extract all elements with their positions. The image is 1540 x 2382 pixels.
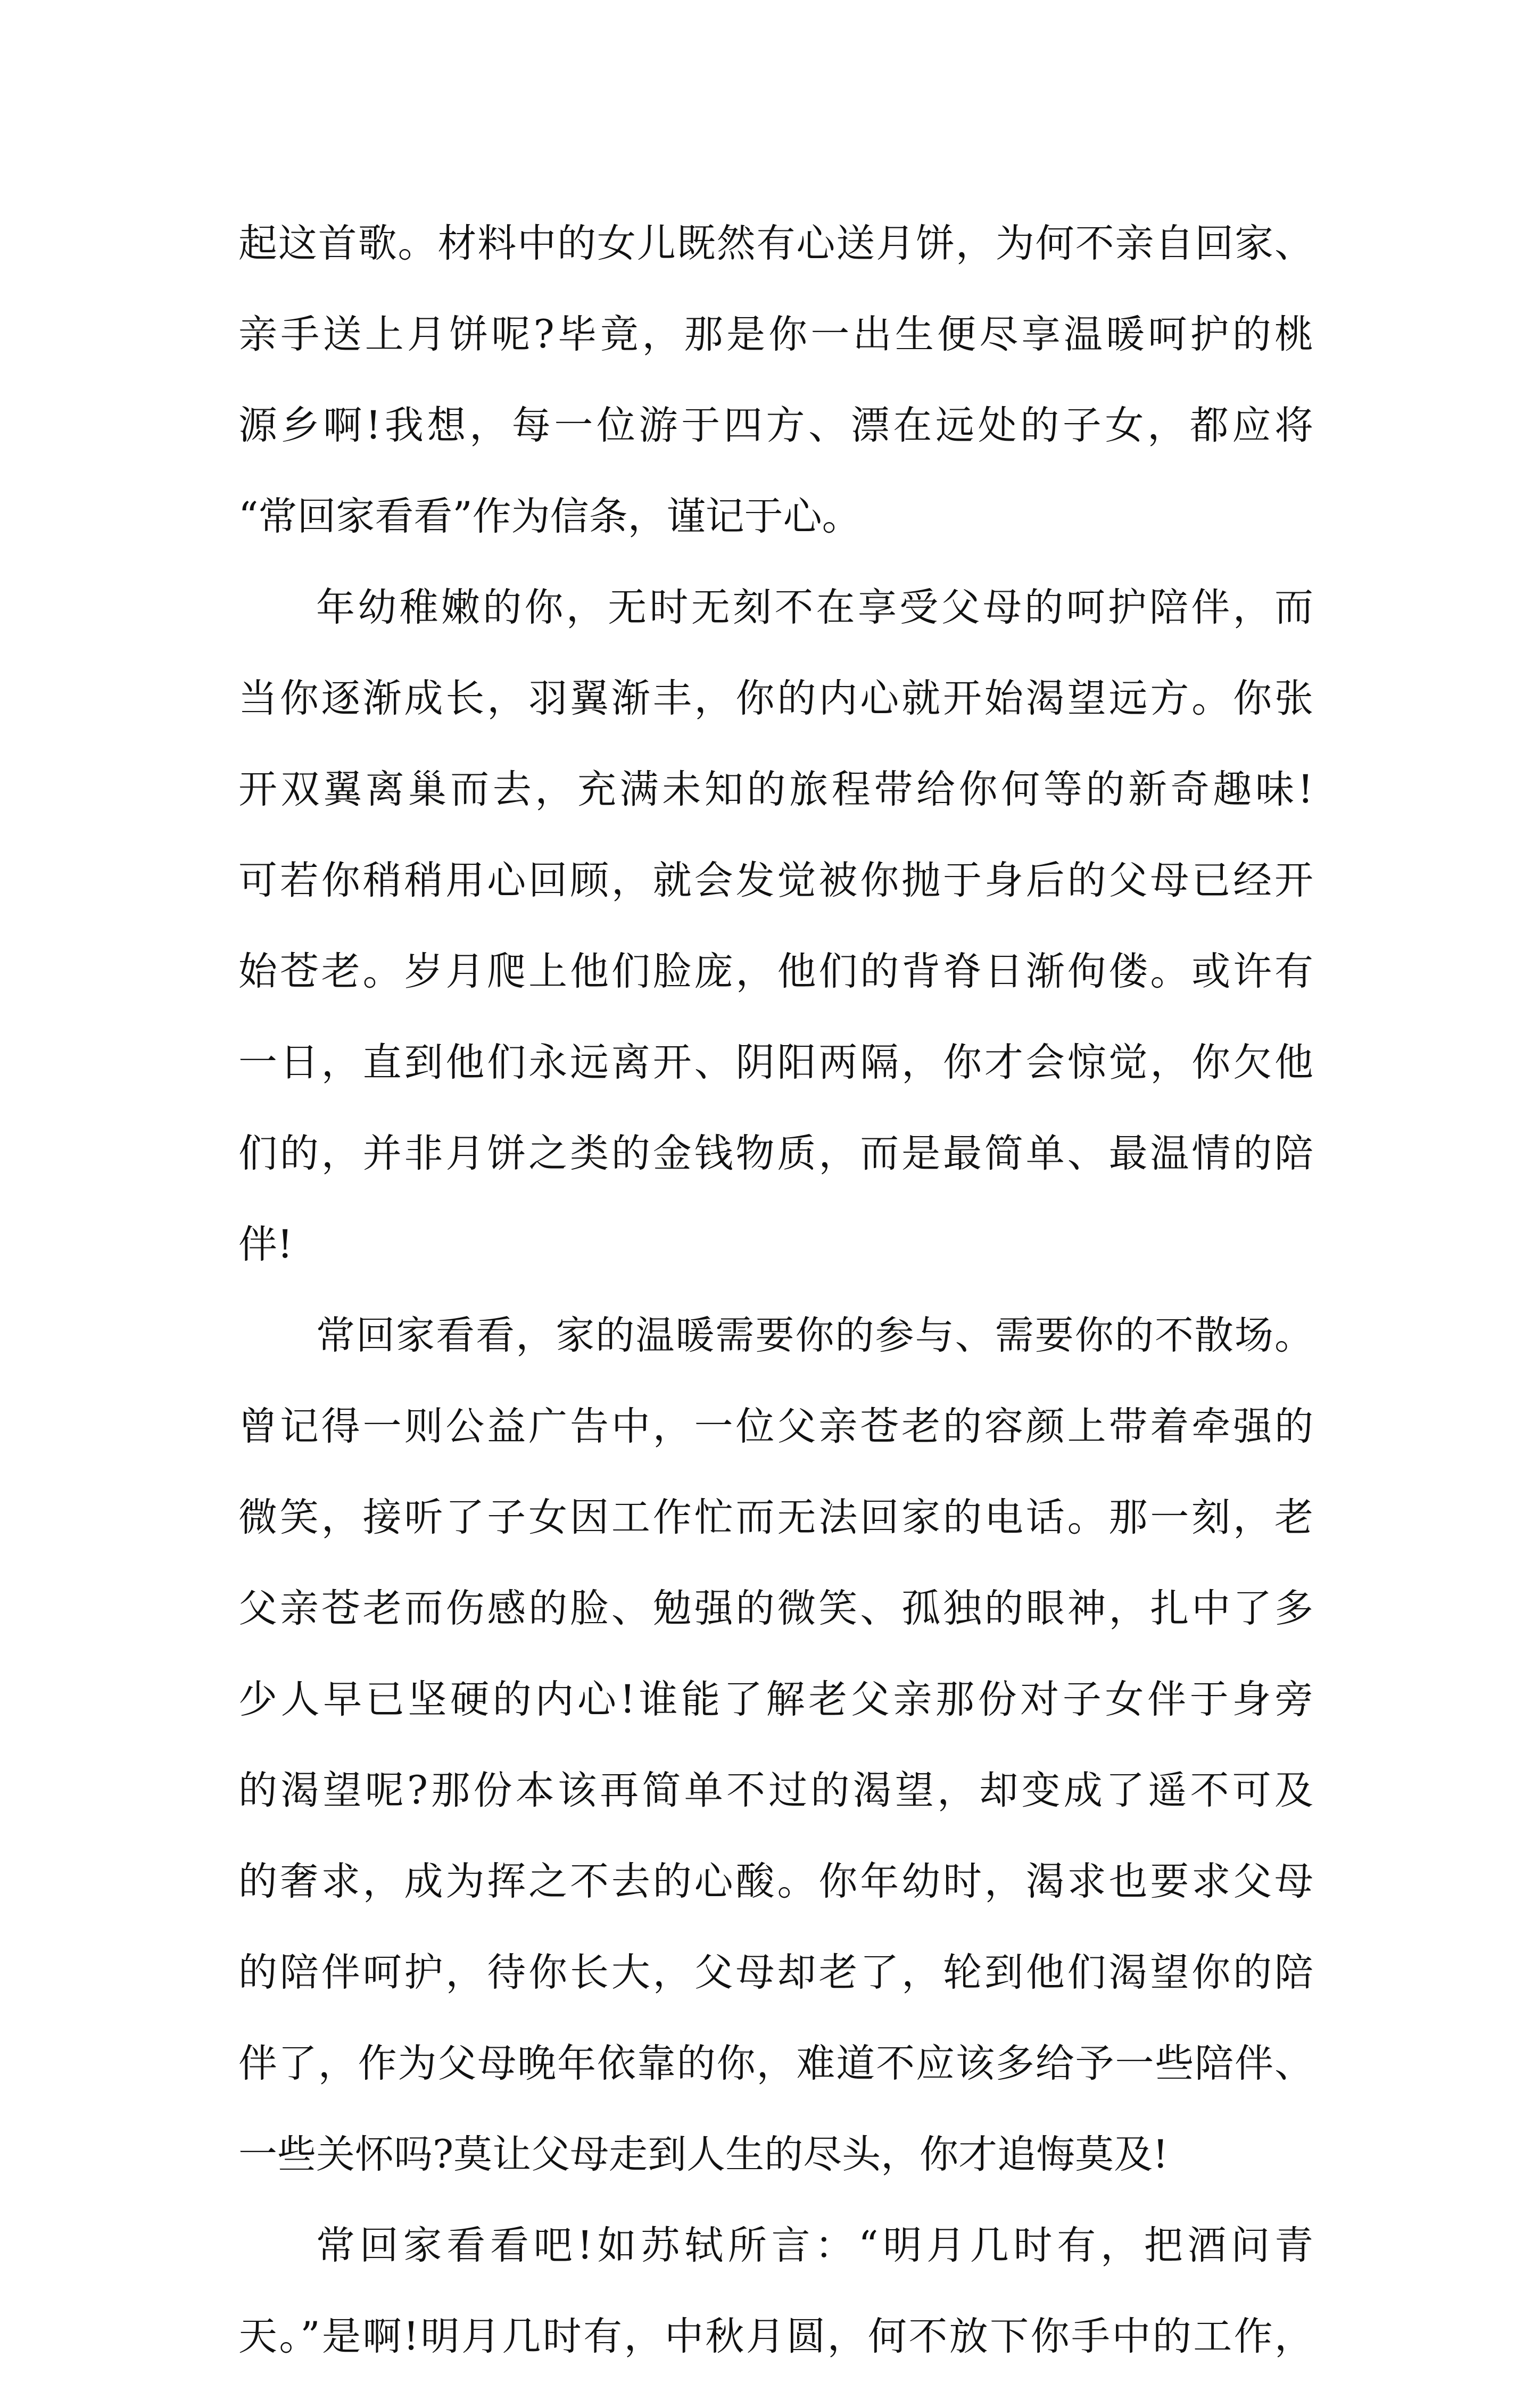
paragraph bbox=[238, 2200, 1313, 2382]
paragraph bbox=[238, 562, 1313, 1290]
text-line: 一日，直到他们永远离开、阴阳两隔，你才会惊觉，你欠他 bbox=[238, 1040, 1313, 1085]
text-line: 父亲苍老而伤感的脸、勉强的微笑、孤独的眼神，扎中了多 bbox=[238, 1586, 1313, 1631]
text-line: 的奢求，成为挥之不去的心酸。你年幼时，渴求也要求父母 bbox=[238, 1859, 1313, 1904]
text-line: 的渴望呢?那份本该再简单不过的渴望，却变成了遥不可及 bbox=[238, 1768, 1313, 1813]
text-line: 微笑，接听了子女因工作忙而无法回家的电话。那一刻，老 bbox=[238, 1495, 1313, 1540]
text-line: 天。”是啊!明月几时有，中秋月圆，何不放下你手中的工作， bbox=[238, 2314, 1313, 2359]
text-line: 起这首歌。材料中的女儿既然有心送月饼，为何不亲自回家、 bbox=[238, 221, 1313, 266]
paragraph bbox=[238, 198, 1313, 562]
text-line: 可若你稍稍用心回顾，就会发觉被你抛于身后的父母已经开 bbox=[238, 858, 1313, 903]
text-line: 的陪伴呵护，待你长大，父母却老了，轮到他们渴望你的陪 bbox=[238, 1950, 1313, 1995]
text-line: 一些关怀吗?莫让父母走到人生的尽头，你才追悔莫及! bbox=[238, 2132, 1169, 2177]
text-line: 亲手送上月饼呢?毕竟，那是你一出生便尽享温暖呵护的桃 bbox=[238, 312, 1313, 357]
text-line: 常回家看看，家的温暖需要你的参与、需要你的不散场。 bbox=[316, 1313, 1313, 1358]
text-line: 少人早已坚硬的内心!谁能了解老父亲那份对子女伴于身旁 bbox=[238, 1677, 1313, 1722]
text-line: 伴了，作为父母晚年依靠的你，难道不应该多给予一些陪伴、 bbox=[238, 2041, 1313, 2086]
text-line: 伴! bbox=[238, 1222, 293, 1267]
text-line: 源乡啊!我想，每一位游于四方、漂在远处的子女，都应将 bbox=[238, 403, 1313, 448]
text-line: 开双翼离巢而去，充满未知的旅程带给你何等的新奇趣味! bbox=[238, 767, 1313, 812]
text-line: 当你逐渐成长，羽翼渐丰，你的内心就开始渴望远方。你张 bbox=[238, 676, 1313, 721]
text-line: 们的，并非月饼之类的金钱物质，而是最简单、最温情的陪 bbox=[238, 1131, 1313, 1176]
text-line: 曾记得一则公益广告中，一位父亲苍老的容颜上带着牵强的 bbox=[238, 1404, 1313, 1449]
text-line: 始苍老。岁月爬上他们脸庞，他们的背脊日渐佝偻。或许有 bbox=[238, 949, 1313, 994]
paragraph bbox=[238, 1290, 1313, 2200]
text-line: 常回家看看吧!如苏轼所言：“明月几时有，把酒问青 bbox=[316, 2223, 1313, 2268]
essay-body bbox=[238, 198, 1313, 2382]
text-line: “常回家看看”作为信条，谨记于心。 bbox=[238, 494, 861, 539]
text-line: 年幼稚嫩的你，无时无刻不在享受父母的呵护陪伴，而 bbox=[316, 585, 1313, 630]
